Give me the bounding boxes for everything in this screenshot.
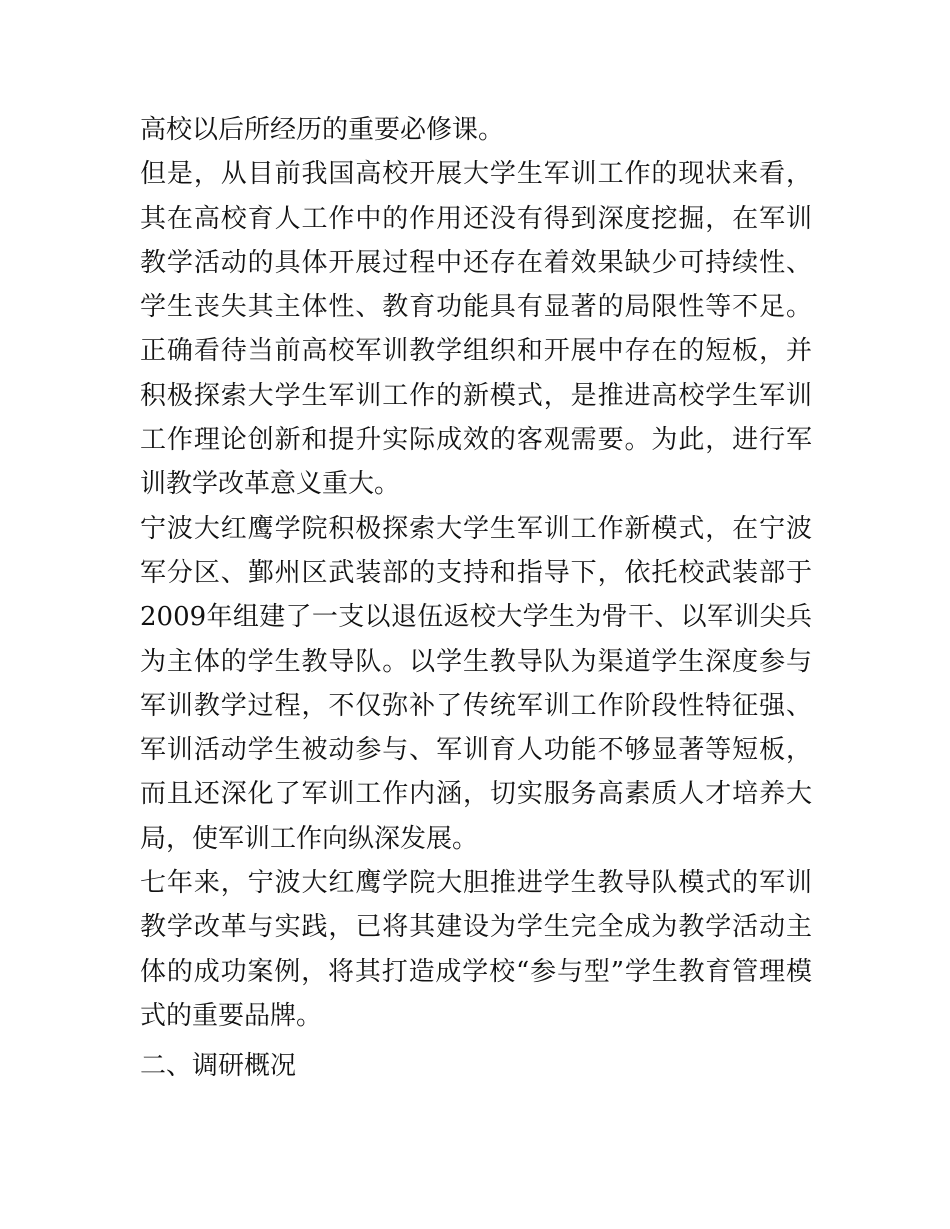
paragraph-4: 七年来，宁波大红鹰学院大胆推进学生教导队模式的军训教学改革与实践，已将其建设为学生完全成为教学活动主体的成功案例，将其打造成学校“参与型”学生教育管理模式的重要品牌。 (140, 868, 812, 1031)
paragraph-3: 宁波大红鹰学院积极探索大学生军训工作新模式，在宁波军分区、鄞州区武装部的支持和指导下，依托校武装部于2009年组建了一支以退伍返校大学生为骨干、以军训尖兵为主体的学生教导队。以学生教导队为渠道学生深度参与军训教学过程，不仅弥补了传统军训工作阶段性特征强、军训活动学生被动参与、军训育人功能不够显著等短板，而且还深化了军训工作内涵，切实服务高素质人才培养大局，使军训工作向纵深发展。 (140, 513, 812, 854)
paragraph-1: 高校以后所经历的重要必修课。 (140, 115, 505, 145)
section-heading: 二、调研概况 (140, 1051, 297, 1082)
document-body (140, 108, 812, 1089)
paragraph-2: 但是，从目前我国高校开展大学生军训工作的现状来看，其在高校育人工作中的作用还没有得到深度挖掘，在军训教学活动的具体开展过程中还存在着效果缺少可持续性、学生丧失其主体性、教育功能具有显著的局限性等不足。正确看待当前高校军训教学组织和开展中存在的短板，并积极探索大学生军训工作的新模式，是推进高校学生军训工作理论创新和提升实际成效的客观需要。为此，进行军训教学改革意义重大。 (140, 159, 812, 500)
